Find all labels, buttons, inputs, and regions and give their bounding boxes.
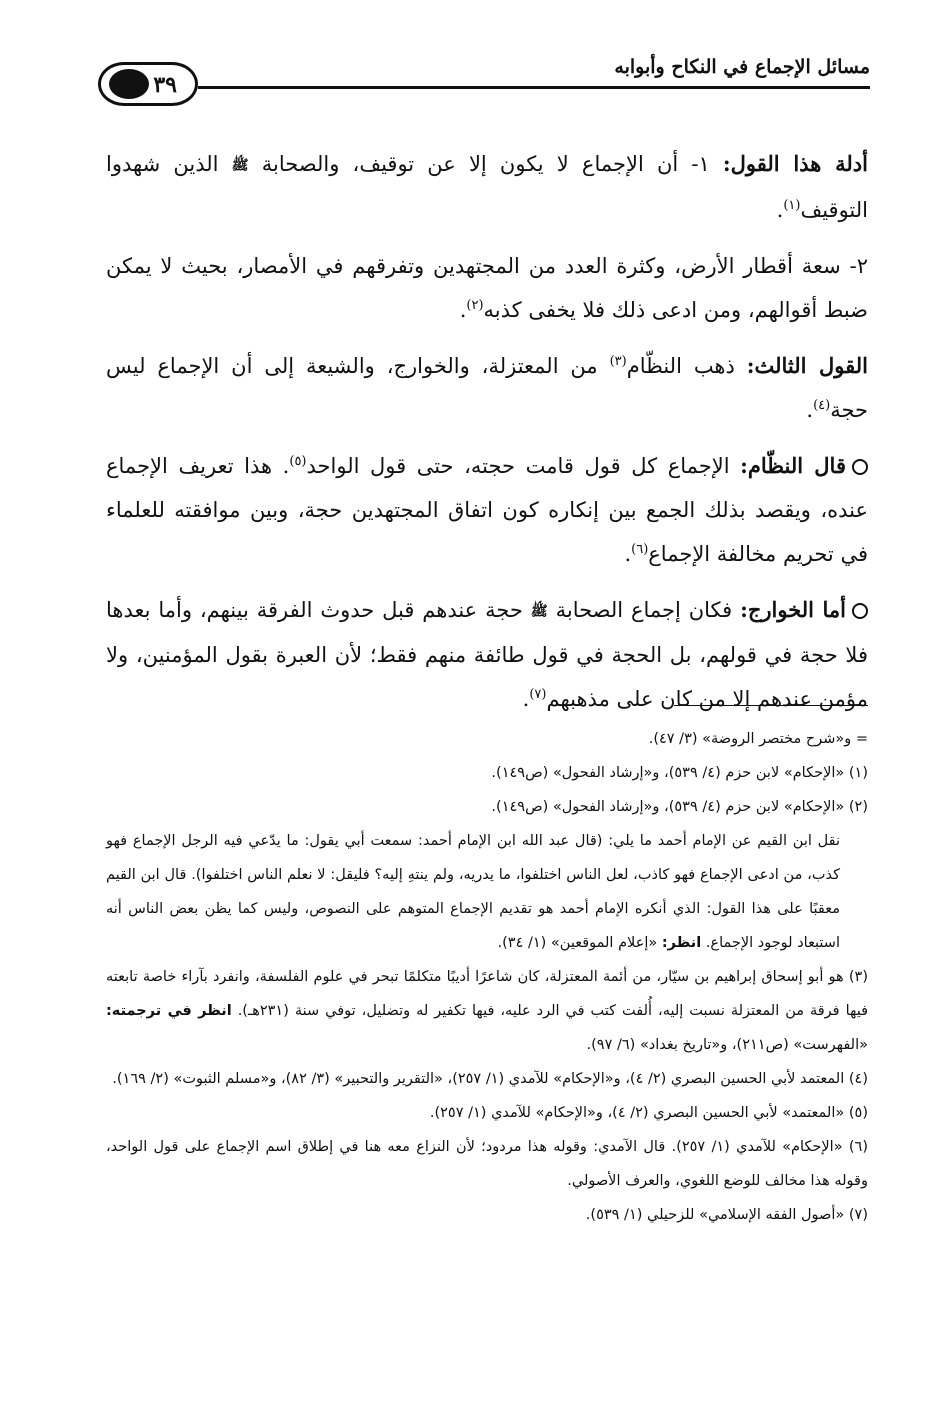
footnote-2: (٢) «الإحكام» لابن حزم (٤/ ٥٣٩)، و«إرشاد الفحول» (ص١٤٩). [491, 799, 868, 815]
paragraph-evidence: أدلة هذا القول: ١- أن الإجماع لا يكون إلا عن توقيف، والصحابة ﷺ الذين شهدوا التوقيف$^{(١)}$. [106, 151, 868, 222]
running-header [98, 48, 870, 114]
footnote-ref-3[interactable]: (٣) [609, 353, 627, 369]
main-text [106, 142, 868, 733]
footnote-ref-2[interactable]: (٢) [466, 297, 484, 313]
paragraph-nazzam: قال النظّام: الإجماع كل قول قامت حجته، حتى قول الواحد$^{(٥)}$. هذا تعريف الإجماع عنده، ويقصد بذلك الجمع بين إنكاره كون اتفاق المجتهدين حجة، وبين موافقته للعلماء في تحريم مخالفة الإجماع$^{(٦)}$. [106, 452, 868, 566]
footnote-ref-5[interactable]: (٥) [289, 453, 307, 469]
evidence-heading: أدلة هذا القول: [722, 151, 868, 176]
footnote-ref-4[interactable]: (٤) [813, 397, 831, 413]
honorific-glyph: ﷺ [530, 603, 548, 619]
footnote-continuation: = و«شرح مختصر الروضة» (٣/ ٤٧). [648, 731, 868, 747]
footnote-6: (٦) «الإحكام» للآمدي (١/ ٢٥٧). قال الآمدي: وقوله هذا مردود؛ لأن النزاع معه هنا في إطلاق اسم الإجماع على قول الواحد، وقوله هذا مخالف للوضع اللغوي، والعرف الأصولي. [106, 1139, 868, 1189]
third-opinion-heading: القول الثالث: [746, 352, 869, 378]
footnote-4: (٤) المعتمد لأبي الحسين البصري (٢/ ٤)، و«الإحكام» للآمدي (١/ ٢٥٧)، «التقرير والتحبير» (٣/ ٨٢)، و«مسلم الثبوت» (٢/ ١٦٩). [112, 1071, 868, 1087]
paragraph-evidence-2: ٢- سعة أقطار الأرض، وكثرة العدد من المجتهدين وتفرقهم في الأمصار، بحيث لا يمكن ضبط أقوالهم، ومن ادعى ذلك فلا يخفى كذبه$^{(٢)}$. [106, 253, 868, 322]
footnote-ref-7[interactable]: (٧) [529, 687, 547, 702]
paragraph-third-opinion: القول الثالث: ذهب النظّام$^{(٣)}$ من المعتزلة، والخوارج، والشيعة إلى أن الإجماع ليس حجة$^{(٤)}$. [106, 352, 869, 422]
header-rule [198, 86, 870, 89]
footnote-ref-1[interactable]: (١) [783, 197, 801, 213]
nazzam-heading: قال النظّام: [740, 452, 846, 478]
circle-bullet-icon [852, 459, 868, 475]
page-number: ٣٩ [153, 72, 177, 98]
footnote-2-extra: نقل ابن القيم عن الإمام أحمد ما يلي: (قال عبد الله ابن الإمام أحمد: سمعت أبي يقول: ما يدّعي فيه الرجل الإجماع فهو كذب، من ادعى الإجماع فهو كاذب، لعل الناس اختلفوا، ما يدريه، ولم ينتهِ إليه؟ فليقل: لا نعلم الناس اختلفوا). قال ابن القيم معقبًا على هذا القول: الذي أنكره الإمام أحمد هو تقديم الإجماع المتوهم على النصوص، وليس كما يظن بعض الناس أنه استبعاد لوجود الإجماع. انظر: «إعلام الموقعين» (١/ ٣٤). [106, 833, 840, 951]
header-title: مسائل الإجماع في النكاح وأبوابه [614, 56, 870, 78]
honorific-glyph: ﷺ [231, 157, 249, 174]
circle-bullet-icon [852, 603, 868, 619]
footnote-3: (٣) هو أبو إسحاق إبراهيم بن سيّار، من أئمة المعتزلة، كان شاعرًا أديبًا متكلمًا تبحر في علوم الفلسفة، وانفرد بآراء خاصة تابعته فيها فرقة من المعتزلة نسبت إليه، أُلفت كتب في الرد عليه، فيها تكفير له وتضليل، توفي سنة (٢٣١هـ). انظر في ترجمته: «الفهرست» (ص٢١١)، و«تاريخ بغداد» (٦/ ٩٧). [106, 969, 869, 1053]
footnote-1: (١) «الإحكام» لابن حزم (٤/ ٥٣٩)، و«إرشاد الفحول» (ص١٤٩). [491, 765, 868, 781]
footnote-5: (٥) «المعتمد» لأبي الحسين البصري (٢/ ٤)، و«الإحكام» للآمدي (١/ ٢٥٧). [429, 1105, 868, 1121]
footnote-7: (٧) «أصول الفقه الإسلامي» للزحيلي (١/ ٥٣٩). [585, 1207, 868, 1223]
khawarij-heading: أما الخوارج: [740, 596, 846, 622]
footnote-ref-6[interactable]: (٦) [631, 541, 649, 557]
paragraph-khawarij: أما الخوارج: فكان إجماع الصحابة ﷺ حجة عندهم قبل حدوث الفرقة بينهم، وأما بعدها فلا حجة في قولهم، بل الحجة في قول طائفة منهم فقط؛ لأن العبرة بقول المؤمنين، ولا مؤمن عندهم إلا من كان على مذهبهم$^{(٧)}$. [106, 596, 868, 711]
footnote-separator [674, 705, 868, 706]
footnotes [106, 722, 868, 1232]
page-number-badge [98, 62, 198, 106]
